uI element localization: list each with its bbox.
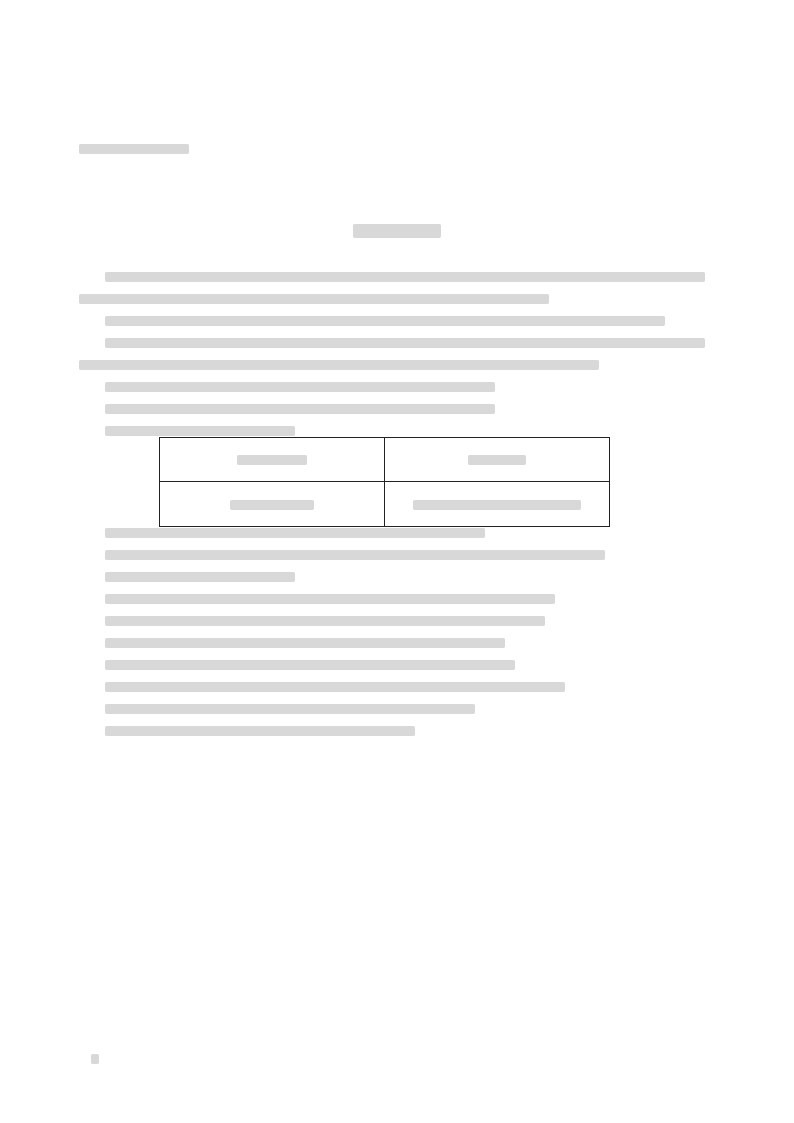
- paragraph: [79, 398, 719, 420]
- table-cell: [160, 482, 385, 527]
- paragraph: [79, 332, 719, 354]
- paragraph: [79, 310, 719, 332]
- lower-text: [79, 522, 719, 742]
- list-item: [79, 610, 719, 632]
- body-text: [79, 266, 719, 442]
- list-item: [79, 676, 719, 698]
- page-title: [0, 217, 794, 241]
- table-row: [160, 482, 610, 527]
- table-cell: [385, 482, 610, 527]
- table-header-cell: [385, 438, 610, 482]
- document-code: [79, 141, 189, 156]
- paragraph: [79, 566, 719, 588]
- paragraph: [79, 522, 719, 544]
- table-header-cell: [160, 438, 385, 482]
- list-item: [79, 632, 719, 654]
- paragraph: [79, 376, 719, 398]
- paragraph: [79, 266, 719, 288]
- list-item: [79, 654, 719, 676]
- page-number: [91, 1052, 99, 1065]
- document-table: [159, 437, 610, 527]
- paragraph-continuation: [79, 288, 719, 310]
- paragraph-continuation: [79, 354, 719, 376]
- list-item: [79, 698, 719, 720]
- paragraph: [79, 544, 719, 566]
- list-item: [79, 720, 719, 742]
- table-header-row: [160, 438, 610, 482]
- list-item: [79, 588, 719, 610]
